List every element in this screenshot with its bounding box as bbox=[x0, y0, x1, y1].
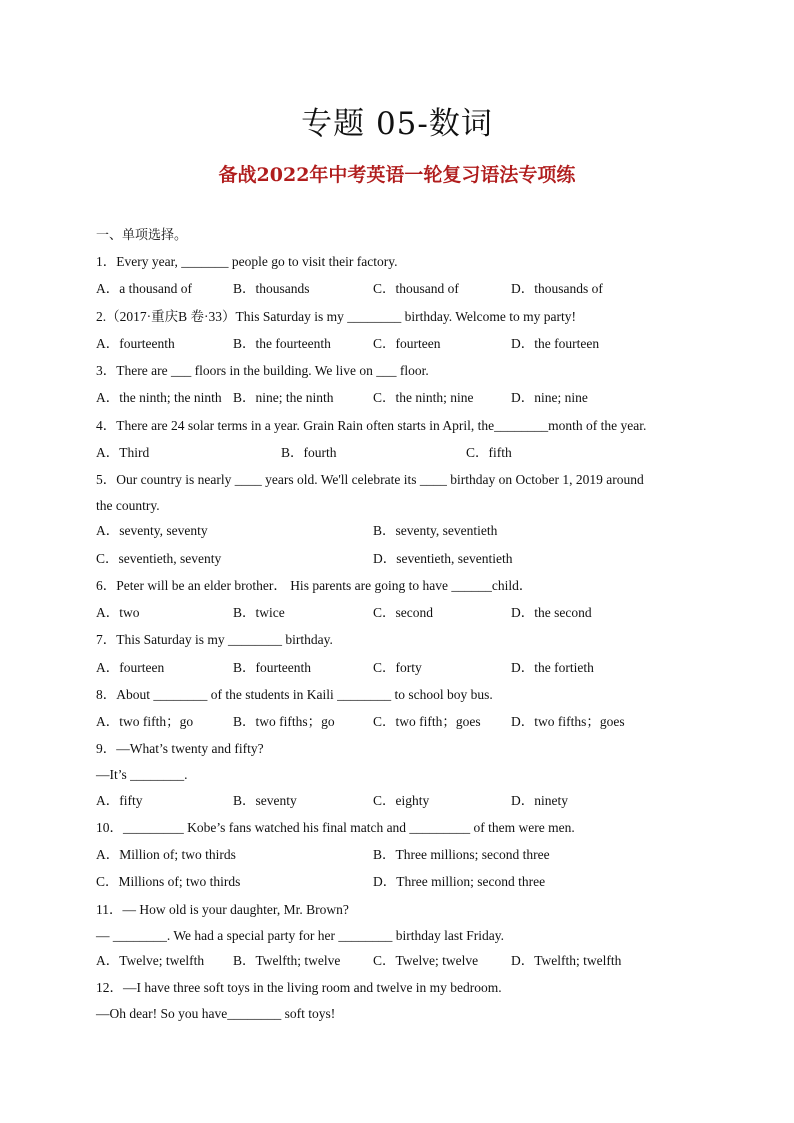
question-stem: 6．Peter will be an elder brother． His parents are going to have ______child． bbox=[96, 578, 533, 593]
option-a: A．two bbox=[96, 605, 140, 620]
option-c: C．forty bbox=[373, 660, 422, 675]
option-b: B．Twelfth; twelve bbox=[233, 953, 341, 968]
option-a: A．Twelve; twelfth bbox=[96, 953, 205, 968]
option-b: B．seventy, seventieth bbox=[373, 523, 498, 538]
option-b: B．two fifths；go bbox=[233, 714, 335, 729]
option-c: C．fifth bbox=[466, 445, 512, 460]
question-stem: 7．This Saturday is my ________ birthday. bbox=[96, 632, 333, 647]
option-d: D．Twelfth; twelfth bbox=[511, 953, 622, 968]
option-a: A．a thousand of bbox=[96, 281, 192, 296]
option-d: D．the second bbox=[511, 605, 592, 620]
option-b: B．seventy bbox=[233, 793, 297, 808]
option-b: B．nine; the ninth bbox=[233, 390, 334, 405]
question-stem-continued: —It’s ________. bbox=[96, 767, 188, 782]
option-c: C．the ninth; nine bbox=[373, 390, 474, 405]
option-b: B．twice bbox=[233, 605, 285, 620]
option-d: D．ninety bbox=[511, 793, 568, 808]
option-c: C．seventieth, seventy bbox=[96, 551, 222, 566]
option-a: A．fourteen bbox=[96, 660, 165, 675]
section-heading: 一、单项选择。 bbox=[96, 228, 188, 243]
option-d: D．thousands of bbox=[511, 281, 603, 296]
option-a: A．seventy, seventy bbox=[96, 523, 208, 538]
option-c: C．fourteen bbox=[373, 336, 441, 351]
option-d: D．two fifths；goes bbox=[511, 714, 625, 729]
question-stem: 3．There are ___ floors in the building. We live on ___ floor. bbox=[96, 363, 429, 378]
option-d: D．the fourteen bbox=[511, 336, 600, 351]
option-d: D．seventieth, seventieth bbox=[373, 551, 513, 566]
question-stem-continued: — ________. We had a special party for her ________ birthday last Friday. bbox=[96, 928, 504, 943]
option-a: A．fifty bbox=[96, 793, 143, 808]
option-b: B．Three millions; second three bbox=[373, 847, 550, 862]
question-stem: 10．_________ Kobe’s fans watched his final match and _________ of them were men. bbox=[96, 820, 575, 835]
question-stem: 8．About ________ of the students in Kaili ________ to school boy bus. bbox=[96, 687, 493, 702]
option-a: A．two fifth；go bbox=[96, 714, 194, 729]
question-stem: 1．Every year, _______ people go to visit their factory. bbox=[96, 254, 398, 269]
option-c: C．two fifth；goes bbox=[373, 714, 481, 729]
question-stem: 4．There are 24 solar terms in a year. Grain Rain often starts in April, the________month of the year. bbox=[96, 418, 647, 433]
question-stem: 5．Our country is nearly ____ years old. We'll celebrate its ____ birthday on October 1, 2019 around bbox=[96, 472, 644, 487]
option-d: D．the fortieth bbox=[511, 660, 594, 675]
option-c: C．second bbox=[373, 605, 433, 620]
option-a: A．fourteenth bbox=[96, 336, 175, 351]
page-subtitle: 备战2022年中考英语一轮复习语法专项练 bbox=[218, 164, 576, 186]
option-c: C．eighty bbox=[373, 793, 430, 808]
option-c: C．Twelve; twelve bbox=[373, 953, 479, 968]
option-c: C．thousand of bbox=[373, 281, 459, 296]
option-b: B．fourteenth bbox=[233, 660, 311, 675]
question-stem: 9．—What’s twenty and fifty? bbox=[96, 741, 264, 756]
question-stem: 11．— How old is your daughter, Mr. Brown? bbox=[96, 902, 349, 917]
question-stem: 12．—I have three soft toys in the living room and twelve in my bedroom. bbox=[96, 980, 502, 995]
question-stem-continued: —Oh dear! So you have________ soft toys! bbox=[96, 1006, 336, 1021]
option-b: B．the fourteenth bbox=[233, 336, 331, 351]
option-a: A．Million of; two thirds bbox=[96, 847, 236, 862]
option-d: D．Three million; second three bbox=[373, 874, 546, 889]
option-b: B．fourth bbox=[281, 445, 337, 460]
option-d: D．nine; nine bbox=[511, 390, 588, 405]
question-stem: 2.（2017·重庆B 卷·33）This Saturday is my ________ birthday. Welcome to my party! bbox=[96, 309, 576, 324]
question-stem-continued: the country. bbox=[96, 498, 160, 513]
page-title: 专题 05-数词 bbox=[301, 106, 493, 142]
option-c: C．Millions of; two thirds bbox=[96, 874, 241, 889]
option-a: A．the ninth; the ninth bbox=[96, 390, 222, 405]
option-a: A．Third bbox=[96, 445, 150, 460]
option-b: B．thousands bbox=[233, 281, 310, 296]
